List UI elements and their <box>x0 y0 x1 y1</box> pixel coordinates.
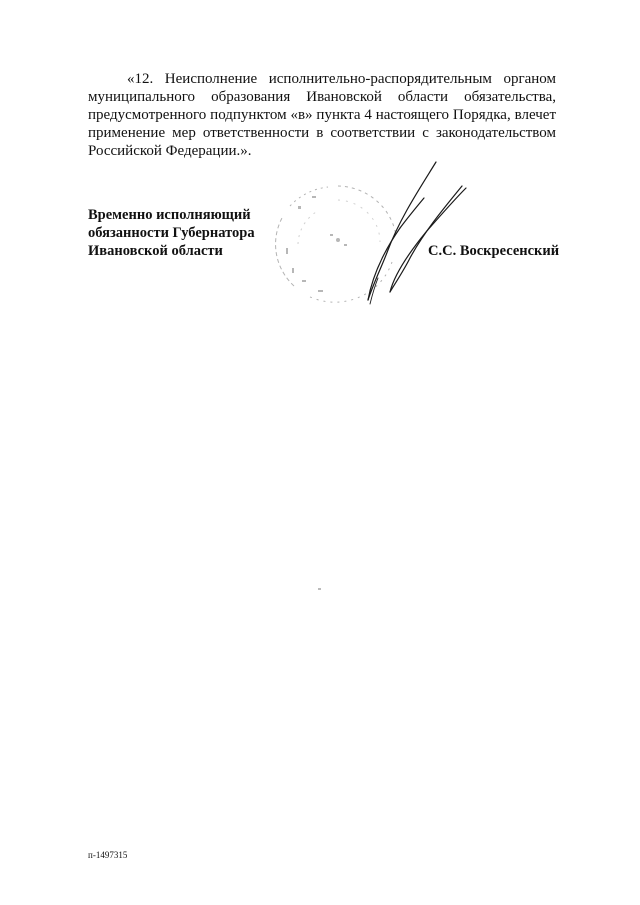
document-code: п-1497315 <box>88 850 128 860</box>
handwritten-signature <box>360 158 480 308</box>
paragraph-line-2: муниципального образования Ивановской области обязательства, <box>88 89 556 105</box>
signatory-title-line-3: Ивановской области <box>88 243 223 259</box>
paragraph-line-1: «12. Неисполнение исполнительно-распорядительным органом <box>127 71 556 87</box>
paragraph-line-4: применение мер ответственности в соответствии с законодательством <box>88 125 556 141</box>
signatory-name: С.С. Воскресенский <box>428 243 560 259</box>
signatory-title-line-1: Временно исполняющий <box>88 207 251 223</box>
signatory-title-line-2: обязанности Губернатора <box>88 225 255 241</box>
paragraph-line-5: Российской Федерации.». <box>88 143 252 159</box>
paragraph-line-3: предусмотренного подпунктом «в» пункта 4 настоящего Порядка, влечет <box>88 107 556 123</box>
scan-artifact <box>318 588 321 590</box>
